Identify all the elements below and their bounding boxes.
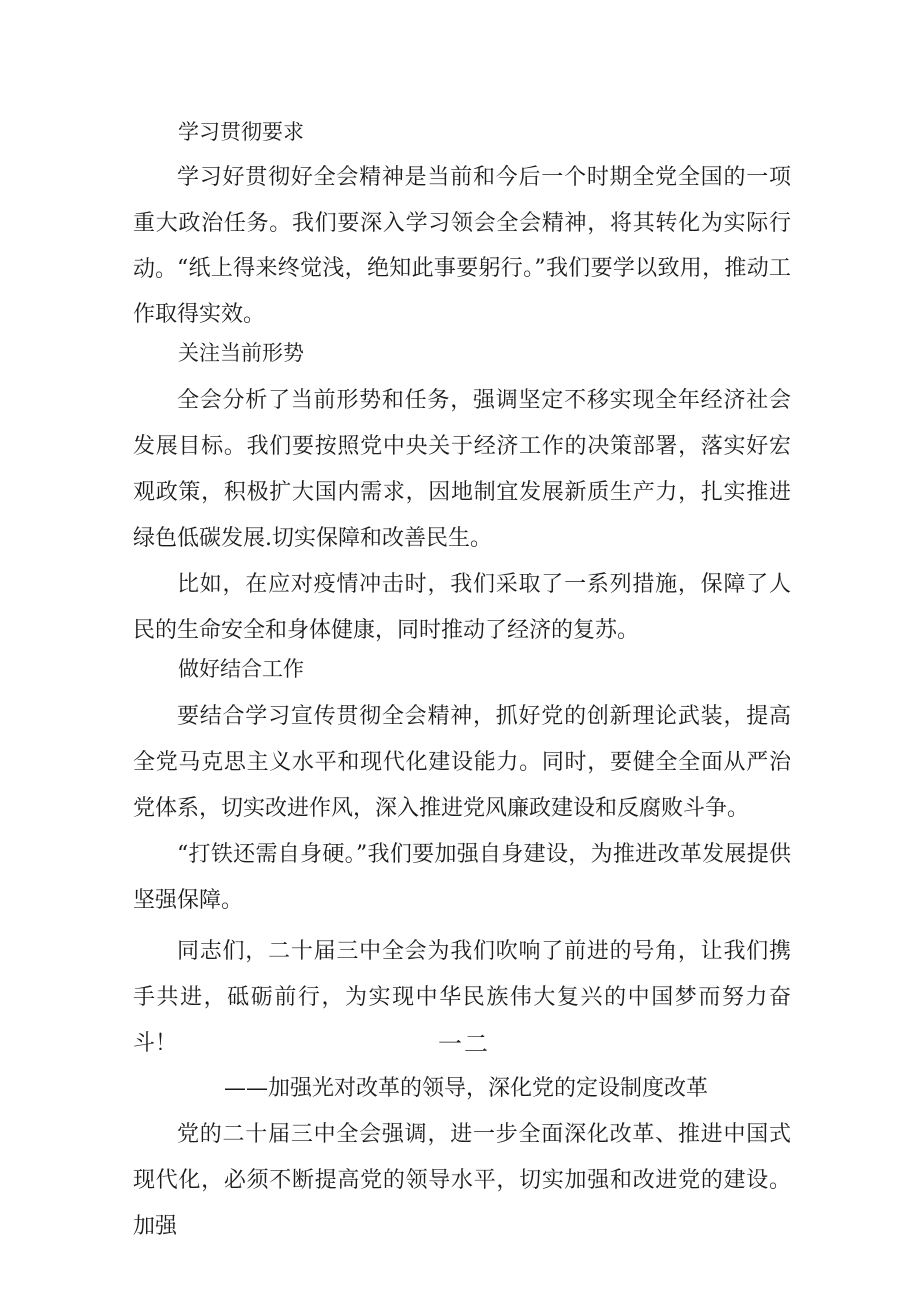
paragraph-situation-1: 全会分析了当前形势和任务，强调坚定不移实现全年经济社会发展目标。我们要按照党中央关于经济工作的决策部署，落实好宏观政策，积极扩大国内需求，因地制宜发展新质生产力，扎实推进绿色低碳发展.切实保障和改善民生。 [133,388,791,551]
heading-combine: 做好结合工作 [178,657,304,681]
paragraph-study-2: “纸上得来终觉浅，绝知此事要躬行。”我们要学以致用，推动工作取得实效。 [133,256,791,327]
paragraph-closing: 同志们，二十届三中全会为我们吹响了前进的号角，让我们携手共进，砥砺前行，为实现中华民族伟大复兴的中国梦而努力奋斗！ [133,939,791,1056]
section-subtitle: ——加强光对改革的领导，深化党的定设制度改革 [224,1076,709,1101]
paragraph-situation-2: 比如，在应对疫情冲击时，我们采取了一系列措施，保障了人民的生命安全和身体健康，同时推动了经济的复苏。 [133,572,791,643]
paragraph-combine-2: “打铁还需自身硬。”我们要加强自身建设，为推进改革发展提供坚强保障。 [133,842,791,913]
paragraph-section-1: 党的二十届三中全会强调，进一步全面深化改革、推进中国式现代化，必须不断提高党的领导水平，切实加强和改进党的建设。加强 [133,1122,791,1239]
section-number: 一二 [438,1030,490,1058]
heading-study: 学习贯彻要求 [178,120,304,144]
heading-situation: 关注当前形势 [178,341,304,365]
paragraph-combine-1: 要结合学习宣传贯彻全会精神，抓好党的创新理论武装，提高全党马克思主义水平和现代化建设能力。同时，要健全全面从严治党体系，切实改进作风，深入推进党风廉政建设和反腐败斗争。 [133,704,791,821]
paragraph-study-1: 学习好贯彻好全会精神是当前和今后一个时期全党全国的一项重大政治任务。我们要深入学习领会全会精神，将其转化为实际行动。 [133,165,791,282]
